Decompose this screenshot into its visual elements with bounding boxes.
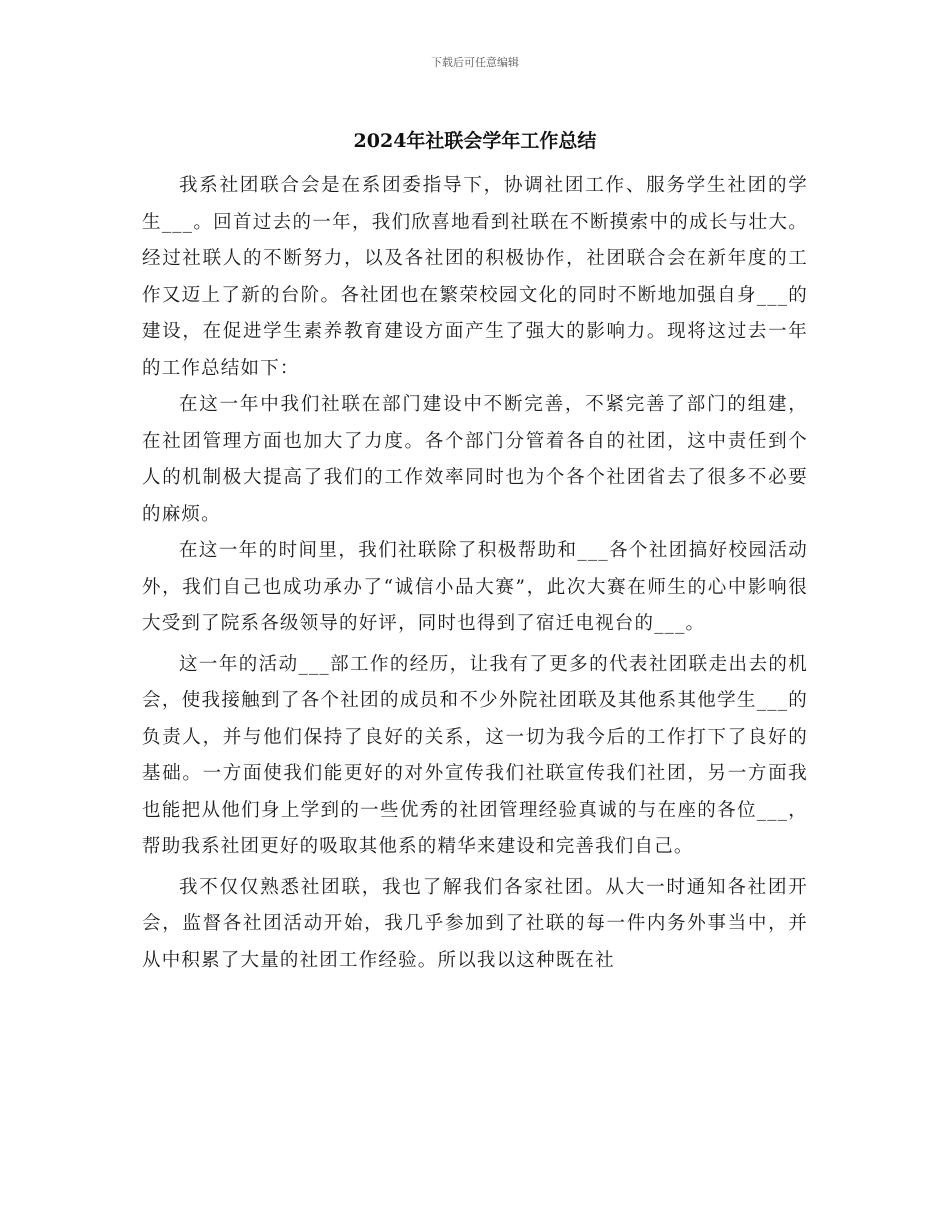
- paragraph: 这一年的活动___部工作的经历，让我有了更多的代表社团联走出去的机会，使我接触到了各个社团的成员和不少外院社团联及其他系其他学生___的负责人，并与他们保持了良好的关系，这一切为我今后的工作打下了良好的基础。一方面使我们能更好的对外宣传我们社联宣传我们社团，另一方面我也能把从他们身上学到的一些优秀的社团管理经验真诚的与在座的各位___，帮助我系社团更好的吸取其他系的精华来建设和完善我们自己。: [142, 653, 808, 857]
- document-title: 2024年社联会学年工作总结: [353, 130, 597, 152]
- paragraph: 在这一年中我们社联在部门建设中不断完善，不紧完善了部门的组建，在社团管理方面也加大了力度。各个部门分管着各自的社团，这中责任到个人的机制极大提高了我们的工作效率同时也为个各个社团省去了很多不必要的麻烦。: [142, 394, 808, 525]
- paragraph: 我系社团联合会是在系团委指导下，协调社团工作、服务学生社团的学生___。回首过去的一年，我们欣喜地看到社联在不断摸索中的成长与壮大。经过社联人的不断努力，以及各社团的积极协作，社团联合会在新年度的工作又迈上了新的台阶。各社团也在繁荣校园文化的同时不断地加强自身___的建设，在促进学生素养教育建设方面产生了强大的影响力。现将这过去一年的工作总结如下：: [142, 175, 808, 379]
- paragraph: 在这一年的时间里，我们社联除了积极帮助和___各个社团搞好校园活动外，我们自己也成功承办了“诚信小品大赛”，此次大赛在师生的心中影响很大受到了院系各级领导的好评，同时也得到了宿迁电视台的___。: [142, 540, 808, 634]
- header-note: 下载后可任意编辑: [431, 56, 519, 69]
- paragraph: 我不仅仅熟悉社团联，我也了解我们各家社团。从大一时通知各社团开会，监督各社团活动开始，我几乎参加到了社联的每一件内务外事当中，并从中积累了大量的社团工作经验。所以我以这种既在社: [142, 876, 808, 971]
- document-body: [142, 168, 808, 979]
